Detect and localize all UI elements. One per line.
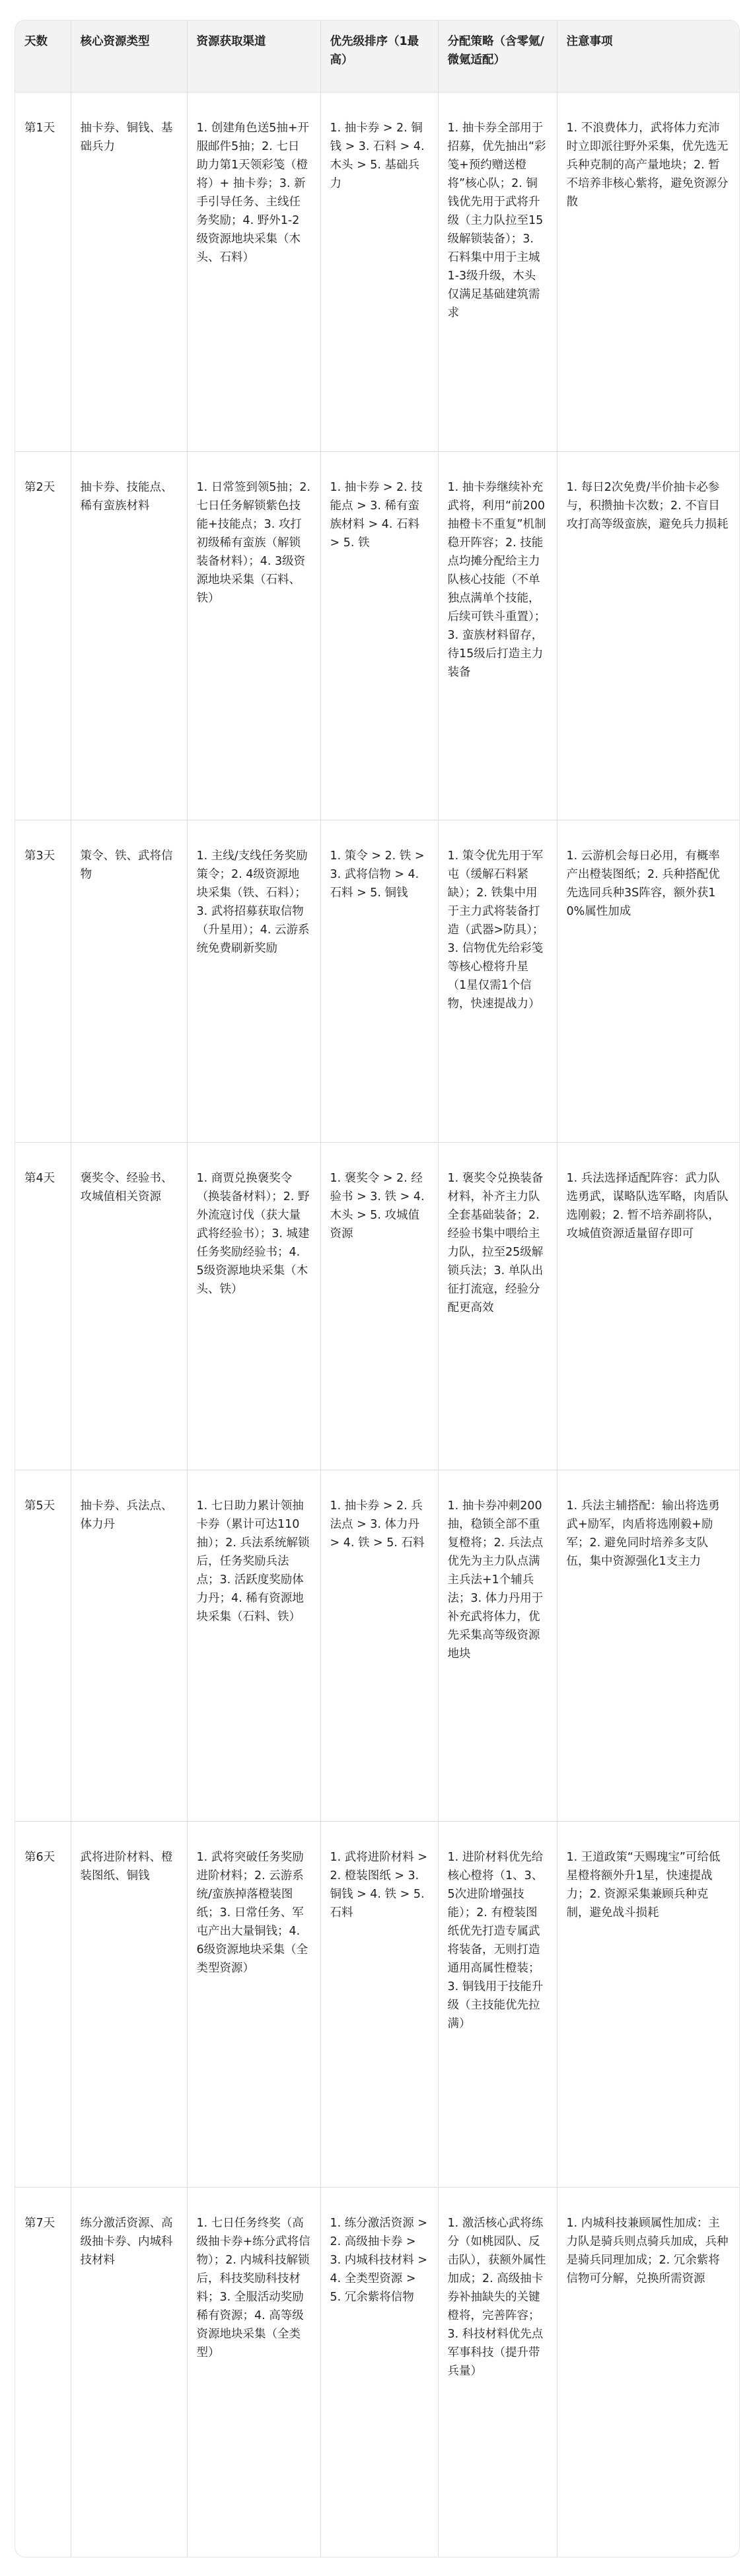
cell-notes: 1. 不浪费体力，武将体力充沛时立即派往野外采集，优先选无兵种克制的高产量地块；2. 暂不培养非核心紫将，避免资源分散	[557, 92, 739, 451]
cell-day: 第5天	[15, 1470, 71, 1821]
table-header-row	[15, 20, 739, 92]
cell-notes: 1. 兵法选择适配阵容：武力队选勇武，谋略队选军略，肉盾队选刚毅；2. 暂不培养副将队，攻城值资源适量留存即可	[557, 1142, 739, 1470]
cell-day: 第2天	[15, 451, 71, 820]
cell-strategy: 1. 进阶材料优先给核心橙将（1、3、5次进阶增强技能）；2. 有橙装图纸优先打造专属武将装备，无则打造通用高属性橙装；3. 铜钱用于技能升级（主技能优先拉满）	[438, 1821, 557, 2187]
cell-channel: 1. 武将突破任务奖励进阶材料；2. 云游系统/蛮族掉落橙装图纸；3. 日常任务、军屯产出大量铜钱；4. 6级资源地块采集（全类型资源）	[187, 1821, 320, 2187]
cell-channel: 1. 七日助力累计领抽卡券（累计可达110抽）；2. 兵法系统解锁后，任务奖励兵法点；3. 活跃度奖励体力丹；4. 稀有资源地块采集（石料、铁）	[187, 1470, 320, 1821]
cell-priority: 1. 武将进阶材料 > 2. 橙装图纸 > 3. 铜钱 > 4. 铁 > 5. 石料	[320, 1821, 438, 2187]
cell-day: 第6天	[15, 1821, 71, 2187]
table-row	[15, 2187, 739, 2557]
cell-strategy: 1. 抽卡券全部用于招募，优先抽出“彩笺+预约赠送橙将”核心队；2. 铜钱优先用于武将升级（主力队拉至15级解锁装备）；3. 石料集中用于主城1-3级升级，木头仅满足基础建筑需求	[438, 92, 557, 451]
cell-notes: 1. 兵法主辅搭配：输出将选勇武+励军，肉盾将选刚毅+励军；2. 避免同时培养多支队伍，集中资源强化1支主力	[557, 1470, 739, 1821]
cell-notes: 1. 每日2次免费/半价抽卡必参与，积攒抽卡次数；2. 不盲目攻打高等级蛮族，避免兵力损耗	[557, 451, 739, 820]
cell-strategy: 1. 抽卡券冲刺200抽，稳锁全部不重复橙将；2. 兵法点优先为主力队点满主兵法+1个辅兵法；3. 体力丹用于补充武将体力，优先采集高等级资源地块	[438, 1470, 557, 1821]
cell-channel: 1. 主线/支线任务奖励策令；2. 4级资源地块采集（铁、石料）；3. 武将招募获取信物（升星用）；4. 云游系统免费刷新奖励	[187, 820, 320, 1142]
cell-strategy: 1. 激活核心武将练分（如桃园队、反击队），获额外属性加成；2. 高级抽卡券补抽缺失的关键橙将，完善阵容；3. 科技材料优先点军事科技（提升带兵量）	[438, 2187, 557, 2557]
cell-resource-type: 抽卡券、铜钱、基础兵力	[71, 92, 187, 451]
header-priority: 优先级排序（1最高）	[320, 20, 438, 92]
cell-resource-type: 练分激活资源、高级抽卡券、内城科技材料	[71, 2187, 187, 2557]
table-row	[15, 820, 739, 1142]
table-row	[15, 92, 739, 451]
cell-strategy: 1. 抽卡券继续补充武将，利用“前200抽橙卡不重复”机制稳开阵容；2. 技能点均摊分配给主力队核心技能（不单独点满单个技能，后续可铁斗重置）；3. 蛮族材料留存，待15级后打造主力装备	[438, 451, 557, 820]
header-resource-type: 核心资源类型	[71, 20, 187, 92]
table-row	[15, 1470, 739, 1821]
cell-notes: 1. 王道政策“天赐瑰宝”可给低星橙将额外升1星，快速提战力；2. 资源采集兼顾兵种克制，避免战斗损耗	[557, 1821, 739, 2187]
cell-channel: 1. 创建角色送5抽+开服邮件5抽；2. 七日助力第1天领彩笺（橙将）+ 抽卡券；3. 新手引导任务、主线任务奖励；4. 野外1-2级资源地块采集（木头、石料）	[187, 92, 320, 451]
table-row	[15, 1821, 739, 2187]
table-card	[15, 20, 740, 2558]
cell-resource-type: 褒奖令、经验书、攻城值相关资源	[71, 1142, 187, 1470]
header-day: 天数	[15, 20, 71, 92]
cell-strategy: 1. 策令优先用于军屯（缓解石料紧缺）；2. 铁集中用于主力武将装备打造（武器>防具）；3. 信物优先给彩笺等核心橙将升星（1星仅需1个信物，快速提战力）	[438, 820, 557, 1142]
cell-resource-type: 抽卡券、兵法点、体力丹	[71, 1470, 187, 1821]
cell-priority: 1. 抽卡券 > 2. 兵法点 > 3. 体力丹 > 4. 铁 > 5. 石料	[320, 1470, 438, 1821]
resource-plan-table	[15, 20, 739, 2557]
cell-resource-type: 策令、铁、武将信物	[71, 820, 187, 1142]
cell-priority: 1. 练分激活资源 > 2. 高级抽卡券 > 3. 内城科技材料 > 4. 全类型资源 > 5. 冗余紫将信物	[320, 2187, 438, 2557]
cell-day: 第3天	[15, 820, 71, 1142]
cell-priority: 1. 抽卡券 > 2. 技能点 > 3. 稀有蛮族材料 > 4. 石料 > 5. 铁	[320, 451, 438, 820]
cell-priority: 1. 策令 > 2. 铁 > 3. 武将信物 > 4. 石料 > 5. 铜钱	[320, 820, 438, 1142]
cell-priority: 1. 抽卡券 > 2. 铜钱 > 3. 石料 > 4. 木头 > 5. 基础兵力	[320, 92, 438, 451]
header-channel: 资源获取渠道	[187, 20, 320, 92]
cell-notes: 1. 内城科技兼顾属性加成：主力队是骑兵则点骑兵加成，兵种是骑兵同理加成；2. 冗余紫将信物可分解，兑换所需资源	[566, 2216, 729, 2285]
cell-notes: 1. 云游机会每日必用，有概率产出橙装图纸；2. 兵种搭配优先选同兵种3S阵容，额外获10%属性加成	[557, 820, 739, 1142]
cell-resource-type: 抽卡券、技能点、稀有蛮族材料	[71, 451, 187, 820]
cell-strategy: 1. 褒奖令兑换装备材料，补齐主力队全套基础装备；2. 经验书集中喂给主力队，拉至25级解锁兵法；3. 单队出征打流寇，经验分配更高效	[438, 1142, 557, 1470]
cell-channel: 1. 日常签到领5抽；2. 七日任务解锁紫色技能+技能点；3. 攻打初级稀有蛮族（解锁装备材料）；4. 3级资源地块采集（石料、铁）	[187, 451, 320, 820]
cell-priority: 1. 褒奖令 > 2. 经验书 > 3. 铁 > 4. 木头 > 5. 攻城值资源	[320, 1142, 438, 1470]
cell-resource-type: 武将进阶材料、橙装图纸、铜钱	[71, 1821, 187, 2187]
header-notes: 注意事项	[557, 20, 739, 92]
header-strategy: 分配策略（含零氪/微氪适配）	[438, 20, 557, 92]
table-row	[15, 451, 739, 820]
cell-day: 第4天	[15, 1142, 71, 1470]
cell-channel: 1. 商贾兑换褒奖令（换装备材料）；2. 野外流寇讨伐（获大量武将经验书）；3. 城建任务奖励经验书；4. 5级资源地块采集（木头、铁）	[187, 1142, 320, 1470]
cell-channel: 1. 七日任务终奖（高级抽卡券+练分武将信物）；2. 内城科技解锁后，科技奖励科技材料；3. 全服活动奖励稀有资源；4. 高等级资源地块采集（全类型）	[187, 2187, 320, 2557]
table-row	[15, 1142, 739, 1470]
cell-day: 第7天	[15, 2187, 71, 2557]
cell-day: 第1天	[15, 92, 71, 451]
